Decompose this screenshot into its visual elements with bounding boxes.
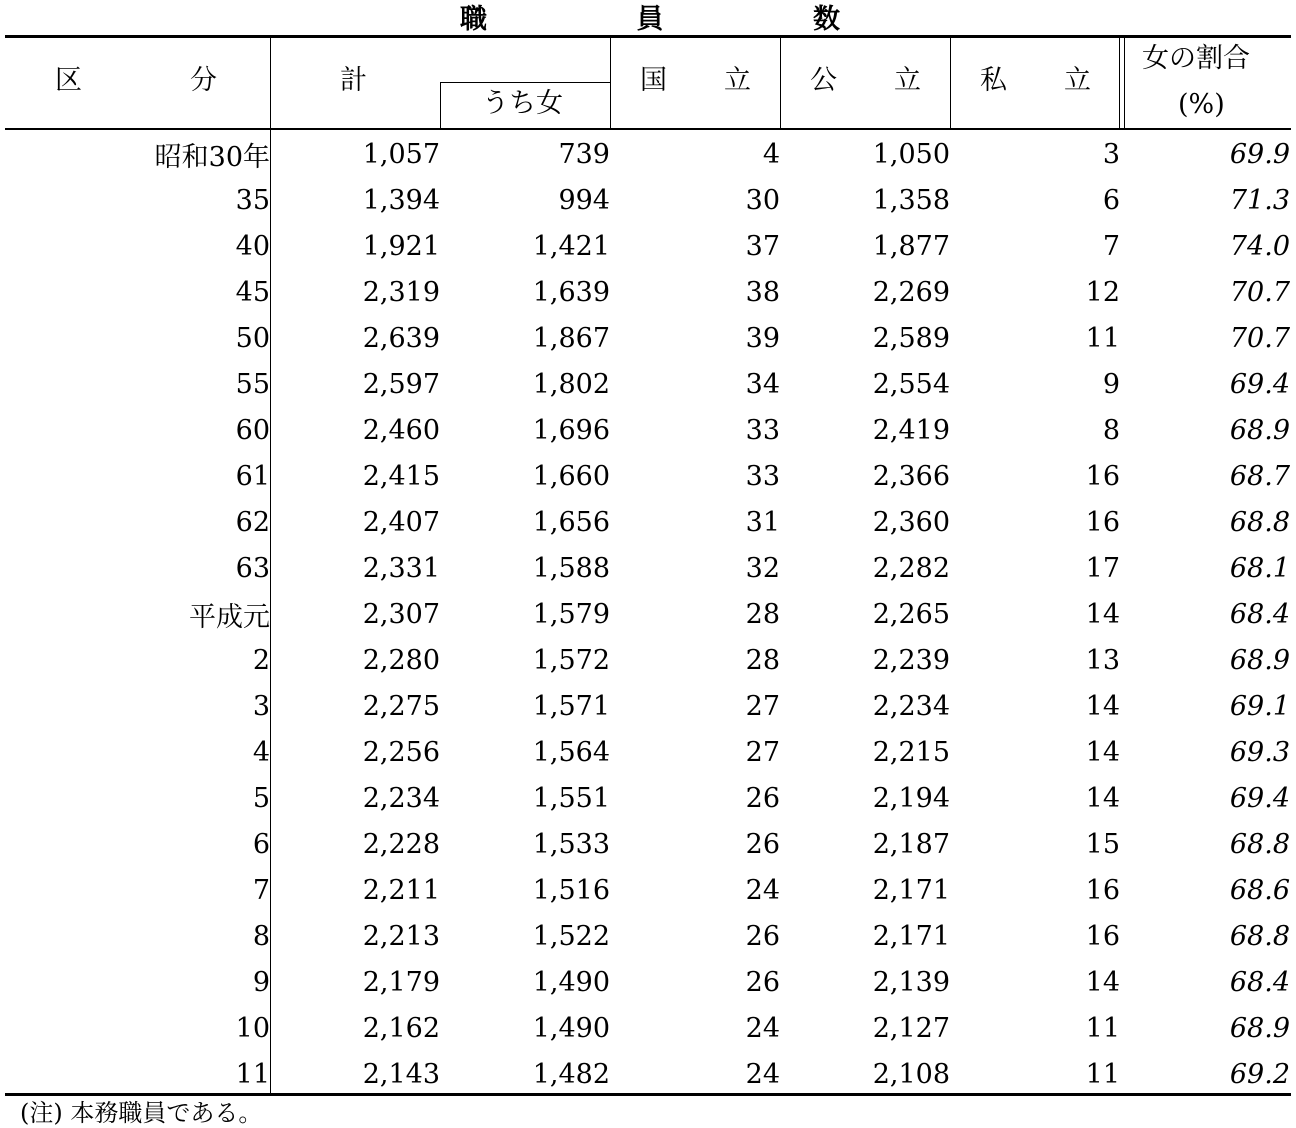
cell-private: 13 xyxy=(1085,644,1120,676)
cell-total: 2,162 xyxy=(362,1012,440,1044)
top-rule xyxy=(5,35,1291,38)
cell-ratio: 68.9 xyxy=(1229,644,1290,676)
cell-national: 24 xyxy=(745,1012,780,1044)
cell-public: 2,265 xyxy=(872,598,950,630)
header-ratio-unit: (%) xyxy=(1178,89,1225,120)
row-label: 62 xyxy=(235,506,270,538)
cell-public: 2,554 xyxy=(872,368,950,400)
table-row xyxy=(5,453,1290,499)
cell-ratio: 68.4 xyxy=(1229,598,1290,630)
cell-private: 16 xyxy=(1085,506,1120,538)
staff-count-table xyxy=(5,131,1290,1097)
cell-ratio: 68.8 xyxy=(1229,920,1290,952)
cell-female: 1,551 xyxy=(532,782,610,814)
cell-ratio: 68.4 xyxy=(1229,966,1290,998)
cell-ratio: 68.9 xyxy=(1229,1012,1290,1044)
row-label: 35 xyxy=(235,184,270,216)
cell-private: 14 xyxy=(1085,782,1120,814)
cell-public: 2,187 xyxy=(872,828,950,860)
cell-public: 2,108 xyxy=(872,1058,950,1090)
cell-private: 14 xyxy=(1085,966,1120,998)
cell-public: 2,366 xyxy=(872,460,950,492)
cell-private: 8 xyxy=(1102,414,1120,446)
cell-private: 11 xyxy=(1085,1058,1120,1090)
cell-total: 2,211 xyxy=(362,874,440,906)
cell-total: 2,179 xyxy=(362,966,440,998)
cell-ratio: 69.9 xyxy=(1229,138,1290,170)
cell-ratio: 68.8 xyxy=(1229,506,1290,538)
cell-total: 1,057 xyxy=(362,138,440,170)
table-row xyxy=(5,867,1290,913)
cell-total: 1,394 xyxy=(362,184,440,216)
cell-private: 9 xyxy=(1102,368,1120,400)
row-label: 11 xyxy=(235,1058,270,1090)
cell-female: 1,696 xyxy=(532,414,610,446)
cell-total: 2,597 xyxy=(362,368,440,400)
cell-total: 2,460 xyxy=(362,414,440,446)
cell-total: 2,143 xyxy=(362,1058,440,1090)
cell-national: 38 xyxy=(745,276,780,308)
header-public-left: 公 xyxy=(810,65,837,96)
row-label: 4 xyxy=(252,736,270,768)
table-row xyxy=(5,591,1290,637)
cell-total: 2,228 xyxy=(362,828,440,860)
table-row xyxy=(5,959,1290,1005)
cell-private: 16 xyxy=(1085,874,1120,906)
table-row xyxy=(5,821,1290,867)
cell-ratio: 69.3 xyxy=(1229,736,1290,768)
cell-private: 12 xyxy=(1085,276,1120,308)
cell-total: 2,307 xyxy=(362,598,440,630)
cell-national: 27 xyxy=(745,736,780,768)
cell-public: 1,877 xyxy=(872,230,950,262)
cell-public: 2,171 xyxy=(872,874,950,906)
header-category-left: 区 xyxy=(55,65,82,96)
table-row xyxy=(5,223,1290,269)
cell-public: 2,589 xyxy=(872,322,950,354)
cell-ratio: 68.8 xyxy=(1229,828,1290,860)
row-label: 55 xyxy=(235,368,270,400)
row-label: 6 xyxy=(252,828,270,860)
title-char-1: 職 xyxy=(460,3,487,35)
column-divider-female-sub xyxy=(440,83,441,128)
cell-female: 1,522 xyxy=(532,920,610,952)
cell-total: 2,213 xyxy=(362,920,440,952)
cell-total: 2,407 xyxy=(362,506,440,538)
row-label: 7 xyxy=(252,874,270,906)
cell-total: 2,415 xyxy=(362,460,440,492)
cell-national: 24 xyxy=(745,1058,780,1090)
cell-total: 2,639 xyxy=(362,322,440,354)
cell-public: 2,139 xyxy=(872,966,950,998)
table-row xyxy=(5,913,1290,959)
cell-national: 26 xyxy=(745,782,780,814)
cell-public: 2,215 xyxy=(872,736,950,768)
cell-national: 28 xyxy=(745,598,780,630)
row-label: 60 xyxy=(235,414,270,446)
cell-ratio: 68.1 xyxy=(1229,552,1290,584)
cell-female: 1,656 xyxy=(532,506,610,538)
cell-female: 1,533 xyxy=(532,828,610,860)
cell-national: 31 xyxy=(745,506,780,538)
cell-public: 2,269 xyxy=(872,276,950,308)
row-label: 50 xyxy=(235,322,270,354)
cell-ratio: 71.3 xyxy=(1229,184,1290,216)
cell-private: 3 xyxy=(1102,138,1120,170)
cell-female: 1,867 xyxy=(532,322,610,354)
cell-private: 7 xyxy=(1102,230,1120,262)
header-ratio: 女の割合 xyxy=(1142,43,1250,74)
cell-public: 2,127 xyxy=(872,1012,950,1044)
row-label: 3 xyxy=(252,690,270,722)
cell-public: 2,234 xyxy=(872,690,950,722)
cell-national: 33 xyxy=(745,414,780,446)
cell-public: 1,358 xyxy=(872,184,950,216)
cell-total: 2,331 xyxy=(362,552,440,584)
column-divider-public xyxy=(780,37,781,128)
cell-ratio: 68.7 xyxy=(1229,460,1290,492)
cell-female: 994 xyxy=(558,184,610,216)
table-row xyxy=(5,361,1290,407)
table-title xyxy=(460,0,840,35)
cell-total: 2,275 xyxy=(362,690,440,722)
cell-public: 2,360 xyxy=(872,506,950,538)
cell-national: 4 xyxy=(762,138,780,170)
cell-private: 11 xyxy=(1085,1012,1120,1044)
cell-total: 2,256 xyxy=(362,736,440,768)
header-rule xyxy=(5,128,1291,130)
cell-female: 1,421 xyxy=(532,230,610,262)
row-label: 63 xyxy=(235,552,270,584)
row-label: 45 xyxy=(235,276,270,308)
cell-ratio: 69.2 xyxy=(1229,1058,1290,1090)
cell-female: 1,639 xyxy=(532,276,610,308)
header-private-right: 立 xyxy=(1064,65,1091,96)
cell-total: 2,234 xyxy=(362,782,440,814)
table-row xyxy=(5,407,1290,453)
cell-ratio: 70.7 xyxy=(1229,322,1290,354)
row-label: 10 xyxy=(235,1012,270,1044)
table-row xyxy=(5,1051,1290,1097)
cell-public: 1,050 xyxy=(872,138,950,170)
table-row xyxy=(5,315,1290,361)
table-row xyxy=(5,729,1290,775)
cell-ratio: 68.9 xyxy=(1229,414,1290,446)
cell-national: 24 xyxy=(745,874,780,906)
cell-public: 2,194 xyxy=(872,782,950,814)
cell-total: 1,921 xyxy=(362,230,440,262)
header-public-right: 立 xyxy=(894,65,921,96)
column-divider-national xyxy=(610,37,611,128)
cell-ratio: 69.1 xyxy=(1229,690,1290,722)
cell-total: 2,319 xyxy=(362,276,440,308)
cell-private: 11 xyxy=(1085,322,1120,354)
row-label: 平成元 xyxy=(189,601,270,633)
header-private-left: 私 xyxy=(980,65,1007,96)
cell-private: 14 xyxy=(1085,598,1120,630)
row-label: 昭和30年 xyxy=(154,141,270,173)
bottom-rule xyxy=(5,1093,1291,1096)
header-national-left: 国 xyxy=(640,65,667,96)
cell-female: 1,490 xyxy=(532,1012,610,1044)
cell-ratio: 69.4 xyxy=(1229,782,1290,814)
cell-national: 26 xyxy=(745,920,780,952)
cell-public: 2,282 xyxy=(872,552,950,584)
title-char-2: 員 xyxy=(636,3,664,35)
row-label: 5 xyxy=(252,782,270,814)
cell-female: 1,564 xyxy=(532,736,610,768)
table-row xyxy=(5,269,1290,315)
row-label: 9 xyxy=(252,966,270,998)
cell-female: 1,802 xyxy=(532,368,610,400)
title-char-3: 数 xyxy=(813,3,840,35)
cell-female: 739 xyxy=(558,138,610,170)
cell-private: 17 xyxy=(1085,552,1120,584)
table-row xyxy=(5,637,1290,683)
cell-ratio: 68.6 xyxy=(1229,874,1290,906)
cell-national: 26 xyxy=(745,966,780,998)
row-label: 61 xyxy=(235,460,270,492)
cell-female: 1,660 xyxy=(532,460,610,492)
cell-public: 2,239 xyxy=(872,644,950,676)
cell-national: 28 xyxy=(745,644,780,676)
cell-female: 1,516 xyxy=(532,874,610,906)
row-label: 8 xyxy=(252,920,270,952)
cell-private: 14 xyxy=(1085,690,1120,722)
column-divider-private xyxy=(950,37,951,128)
cell-national: 33 xyxy=(745,460,780,492)
footnote: (注) 本務職員である。 xyxy=(20,1099,263,1127)
cell-national: 26 xyxy=(745,828,780,860)
cell-female: 1,572 xyxy=(532,644,610,676)
cell-national: 34 xyxy=(745,368,780,400)
table-row xyxy=(5,775,1290,821)
cell-national: 32 xyxy=(745,552,780,584)
cell-female: 1,482 xyxy=(532,1058,610,1090)
header-category-right: 分 xyxy=(190,65,217,96)
cell-national: 30 xyxy=(745,184,780,216)
column-divider-ratio-b xyxy=(1124,37,1125,128)
cell-private: 16 xyxy=(1085,460,1120,492)
table-row xyxy=(5,1005,1290,1051)
row-label: 2 xyxy=(252,644,270,676)
table-row xyxy=(5,499,1290,545)
header-national-right: 立 xyxy=(724,65,751,96)
cell-private: 16 xyxy=(1085,920,1120,952)
table-row xyxy=(5,545,1290,591)
cell-private: 15 xyxy=(1085,828,1120,860)
cell-national: 27 xyxy=(745,690,780,722)
cell-public: 2,171 xyxy=(872,920,950,952)
cell-female: 1,588 xyxy=(532,552,610,584)
table-row xyxy=(5,131,1290,177)
cell-national: 37 xyxy=(745,230,780,262)
cell-female: 1,571 xyxy=(532,690,610,722)
cell-private: 6 xyxy=(1102,184,1120,216)
header-female: うち女 xyxy=(482,88,563,119)
header-total: 計 xyxy=(340,65,367,96)
cell-female: 1,490 xyxy=(532,966,610,998)
cell-private: 14 xyxy=(1085,736,1120,768)
female-sub-header-rule xyxy=(440,82,610,83)
table-row xyxy=(5,177,1290,223)
cell-public: 2,419 xyxy=(872,414,950,446)
cell-ratio: 70.7 xyxy=(1229,276,1290,308)
cell-female: 1,579 xyxy=(532,598,610,630)
cell-ratio: 69.4 xyxy=(1229,368,1290,400)
table-row xyxy=(5,683,1290,729)
cell-ratio: 74.0 xyxy=(1229,230,1290,262)
column-divider-ratio-a xyxy=(1119,37,1120,128)
cell-national: 39 xyxy=(745,322,780,354)
cell-total: 2,280 xyxy=(362,644,440,676)
row-label: 40 xyxy=(235,230,270,262)
